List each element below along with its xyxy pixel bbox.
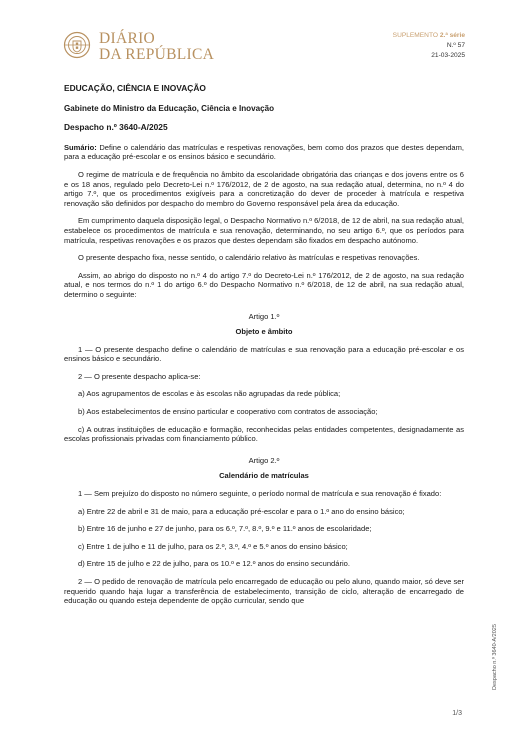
side-reference-text: Despacho n.º 3640-A/2025 [492,624,498,690]
paragraph-4: Assim, ao abrigo do disposto no n.º 4 do artigo 7.º do Decreto-Lei n.º 176/2012, de 2 de agosto, na sua redação atual, e nos termos do n.º 1 do artigo 6.º do Despacho Normativo n.º 6/2018, de 12 de abril, na sua redação atual, determino o seguinte: [64,270,464,299]
despacho-title: Despacho n.º 3640-A/2025 [64,122,168,133]
header [63,28,465,78]
artigo-2-title: Calendário de matrículas [219,471,309,481]
artigo-2-label: Artigo 2.º [248,455,280,465]
supplement-prefix: SUPLEMENTO [392,32,440,39]
artigo-1-item-a: a) Aos agrupamentos de escolas e às escolas não agrupadas da rede pública; [78,389,341,399]
artigo-2-item-b: b) Entre 16 de junho e 27 de junho, para os 6.º, 7.º, 8.º, 9.º e 11.º anos de escolaridade; [78,524,372,534]
artigo-1-item-c: c) A outras instituições de educação e formação, reconhecidas pelas entidades competentes, designadamente as escolas profissionais privadas com financiamento público. [64,424,464,444]
brand-title [99,31,214,63]
document-body [64,84,464,606]
artigo-1-item-b: b) Aos estabelecimentos de ensino particular e cooperativo com contratos de associação; [78,407,378,417]
ministry-heading: EDUCAÇÃO, CIÊNCIA E INOVAÇÃO [64,83,206,93]
artigo-2-paragraph-1: 1 — Sem prejuízo do disposto no número seguinte, o período normal de matrícula e sua renovação é fixado: [78,489,442,499]
paragraph-2: Em cumprimento daquela disposição legal, o Despacho Normativo n.º 6/2018, de 12 de abril, na sua redação atual, estabelece os procedimentos de matrícula e sua renovação, determinando, no seu artigo 6.º, que os períodos para matrícula, respetivas renovações e os prazos que destes dependam são fixados em despacho autónomo. [64,216,464,245]
issue-meta [393,31,465,61]
artigo-1-paragraph-2: 2 — O presente despacho aplica-se: [78,371,201,381]
side-reference [492,610,502,690]
supplement-series: 2.ª série [439,32,465,39]
supplement-label [393,31,465,41]
artigo-2-paragraph-2: 2 — O pedido de renovação de matrícula pelo encarregado de educação ou pelo aluno, quando maior, só deve ser requerido quando haja lugar a transferência de estabelecimento, transição de ciclo, alteração de encarregado de educação ou quando esteja dependente de opção curricular, sendo que [64,577,464,606]
issue-number: N.º 57 [446,42,465,49]
issue-date: 21-03-2025 [431,52,465,59]
sumario-label: Sumário: [64,142,97,152]
coat-of-arms-icon [63,31,91,59]
office-heading: Gabinete do Ministro da Educação, Ciência e Inovação [64,103,275,113]
artigo-2-item-c: c) Entre 1 de julho e 11 de julho, para os 2.º, 3.º, 4.º e 5.º anos do ensino básico; [78,541,348,551]
artigo-1-title: Objeto e âmbito [235,327,293,337]
sumario [64,143,464,162]
artigo-2-item-a: a) Entre 22 de abril e 31 de maio, para a educação pré-escolar e para o 1.º ano do ensino básico; [78,506,405,516]
artigo-2-item-d: d) Entre 15 de julho e 22 de julho, para os 10.º e 12.º anos do ensino secundário. [78,559,350,569]
paragraph-3: O presente despacho fixa, nesse sentido, o calendário relativo às matrículas e respetivas renovações. [78,253,420,263]
sumario-text: Define o calendário das matrículas e respetivas renovações, bem como dos prazos que destes dependam, para a educação pré-escolar e os ensinos básico e secundário. [64,142,464,162]
brand-line-1: DIÁRIO [99,30,156,47]
artigo-1-label: Artigo 1.º [248,311,280,321]
artigo-1-paragraph-1: 1 — O presente despacho define o calendário de matrículas e sua renovação para a educação pré-escolar e os ensinos básico e secundário. [64,344,464,364]
page-number: 1/3 [452,710,462,717]
paragraph-1: O regime de matrícula e de frequência no âmbito da escolaridade obrigatória das crianças e dos jovens entre os 6 e os 18 anos, regulado pelo Decreto-Lei n.º 176/2012, de 2 de agosto, na sua redação atual, determina, no n.º 4 do artigo 7.º, que os procedimentos exigíveis para a concretização do dever de proceder à matrícula e respetiva renovação são definidos por despacho do membro do Governo responsável pela área da educação. [64,169,464,208]
brand-line-2: DA REPÚBLICA [99,46,215,63]
